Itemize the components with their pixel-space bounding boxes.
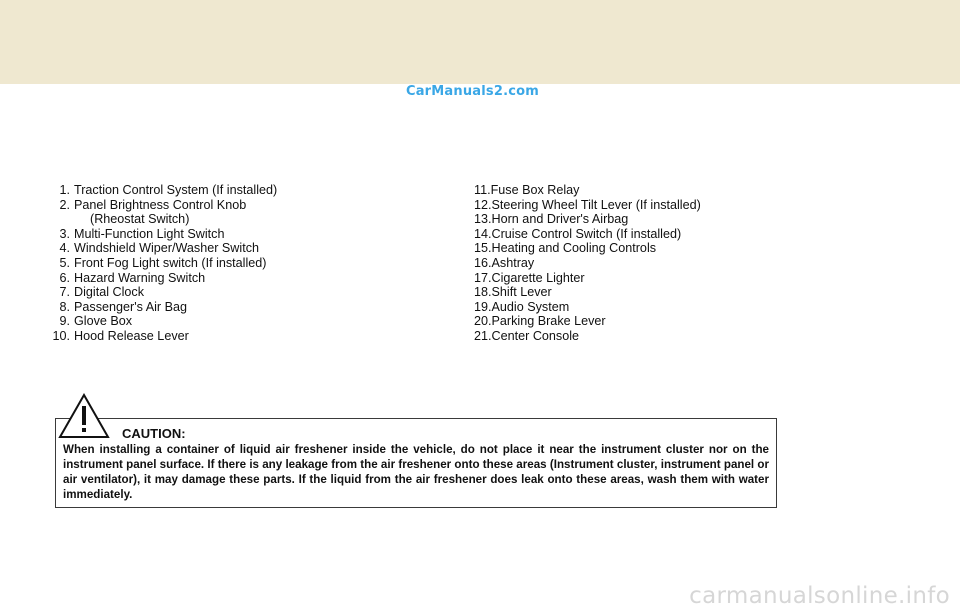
list-item	[44, 212, 424, 227]
list-item-number: 7.	[59, 285, 70, 300]
list-item	[474, 227, 814, 242]
list-item-text: Panel Brightness Control Knob	[74, 197, 247, 212]
list-item-number: 12.	[474, 197, 492, 212]
list-item	[44, 198, 424, 213]
list-item-text: Cruise Control Switch (If installed)	[491, 226, 682, 241]
list-item	[44, 329, 424, 344]
list-item	[474, 271, 814, 286]
list-item-text: Hazard Warning Switch	[74, 270, 206, 285]
list-item-number: 5.	[59, 255, 70, 270]
list-item	[474, 183, 814, 198]
list-item-text: Multi-Function Light Switch	[74, 226, 225, 241]
list-item	[44, 300, 424, 315]
list-item-text: Ashtray	[491, 255, 535, 270]
list-item-number: 19.	[474, 299, 492, 314]
list-item-text: Digital Clock	[74, 285, 144, 300]
list-item-text: Fuse Box Relay	[490, 183, 580, 197]
list-item-number: 3.	[59, 226, 70, 241]
list-item	[44, 183, 424, 198]
list-item-text: Audio System	[491, 299, 570, 314]
list-item	[474, 300, 814, 315]
list-item	[474, 314, 814, 329]
site-link[interactable]: CarManuals2.com	[405, 84, 540, 99]
list-item	[474, 212, 814, 227]
list-item-text: Passenger's Air Bag	[74, 299, 188, 314]
list-item-text: Parking Brake Lever	[491, 314, 606, 329]
list-item-number: 1.	[59, 183, 70, 197]
list-item	[474, 256, 814, 271]
list-item	[44, 256, 424, 271]
list-item-number: 4.	[59, 241, 70, 256]
list-item-number: 17.	[474, 270, 492, 285]
list-item	[44, 271, 424, 286]
list-item-text: Windshield Wiper/Washer Switch	[74, 241, 259, 256]
list-item-text: Glove Box	[74, 314, 133, 329]
list-item	[44, 314, 424, 329]
list-item-text: Steering Wheel Tilt Lever (If installed)	[491, 197, 701, 212]
list-item-text: Traction Control System (If installed)	[74, 183, 278, 197]
list-item-number: 13.	[474, 212, 492, 227]
component-list-right	[474, 183, 814, 344]
list-item-text: Hood Release Lever	[74, 328, 189, 343]
list-item-number: 2.	[59, 197, 70, 212]
list-item	[44, 227, 424, 242]
list-item-number: 16.	[474, 255, 492, 270]
list-item-number: 11.	[474, 183, 491, 197]
list-item-number: 10.	[52, 328, 70, 343]
list-item-number: 21.	[474, 328, 492, 343]
list-item-text: Center Console	[491, 328, 580, 343]
list-item-number: 20.	[474, 314, 492, 329]
caution-text: When installing a container of liquid air freshener inside the vehicle, do not place it near the instrument cluster nor on the instrument panel surface. If there is any leakage from the air freshener onto these areas (Instrument cluster, instrument panel or air ventilator), it may damage these parts. If the liquid from the air freshener does leak onto these areas, wash them with water immediately.	[63, 443, 769, 501]
list-item-text: Shift Lever	[491, 285, 552, 300]
list-item-text: Heating and Cooling Controls	[491, 241, 657, 256]
list-item-text: (Rheostat Switch)	[90, 212, 190, 227]
list-item	[474, 285, 814, 300]
list-item	[44, 241, 424, 256]
list-item-number: 14.	[474, 226, 492, 241]
list-item	[474, 198, 814, 213]
warning-triangle-icon	[58, 393, 110, 439]
list-item-number: 18.	[474, 285, 492, 300]
list-item	[474, 241, 814, 256]
list-item-text: Front Fog Light switch (If installed)	[74, 255, 267, 270]
list-item-number: 6.	[59, 270, 70, 285]
list-item-text: Cigarette Lighter	[491, 270, 585, 285]
component-list-left	[44, 183, 424, 344]
list-item	[44, 285, 424, 300]
top-banner	[0, 0, 960, 84]
watermark: carmanualsonline.info	[689, 583, 950, 609]
list-item-text: Horn and Driver's Airbag	[491, 212, 629, 227]
list-item-number: 9.	[59, 314, 70, 329]
list-item-number: 8.	[59, 299, 70, 314]
list-item	[474, 329, 814, 344]
caution-title: CAUTION:	[122, 426, 186, 441]
list-item-number: 15.	[474, 241, 492, 256]
